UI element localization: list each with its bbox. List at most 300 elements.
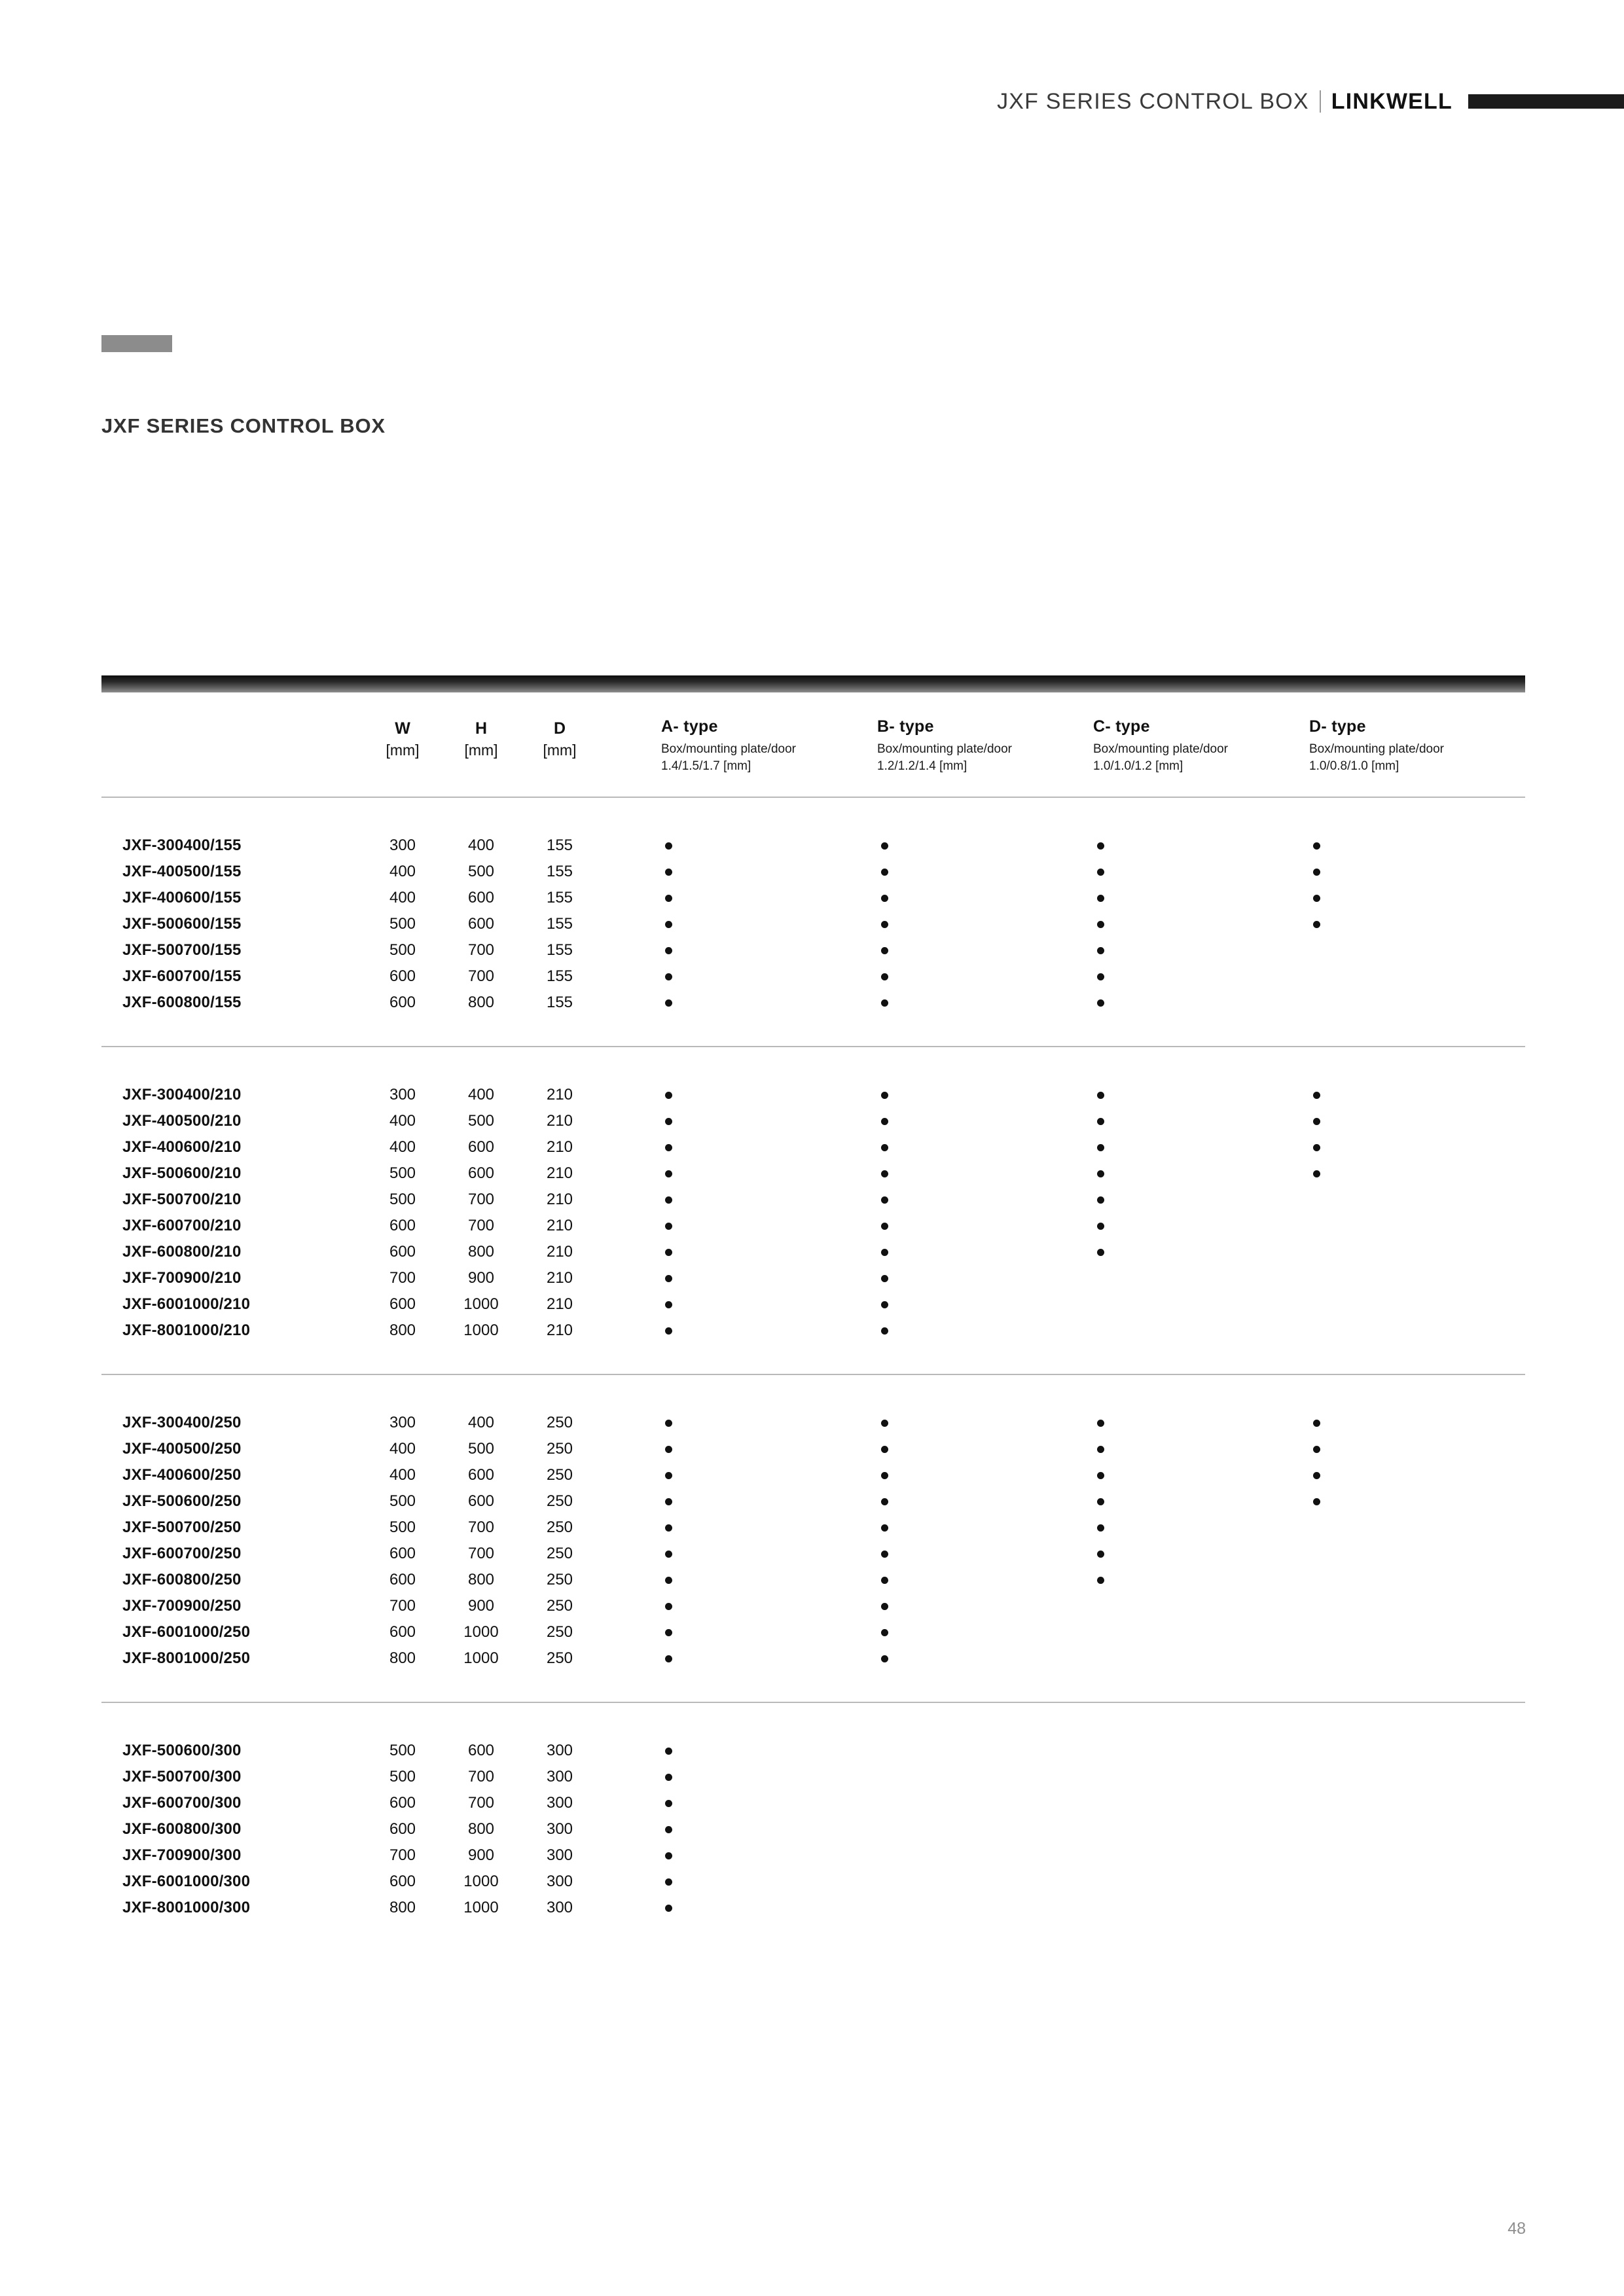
cell-type-b — [877, 1816, 1093, 1842]
availability-dot-icon — [881, 999, 888, 1007]
cell-gap — [599, 1895, 661, 1921]
group-bottom-pad — [101, 1672, 1525, 1702]
cell-height: 500 — [467, 863, 495, 881]
availability-dot-icon — [1097, 842, 1104, 850]
cell-type-a — [661, 1645, 877, 1672]
cell-width: 500 — [389, 1191, 416, 1209]
cell-type-c — [1093, 1567, 1309, 1593]
availability-dot-icon — [1097, 1170, 1104, 1177]
cell-type-c — [1093, 1515, 1309, 1541]
cell-depth: 300 — [546, 1846, 573, 1865]
table-row — [101, 1265, 1525, 1291]
availability-dot-icon — [665, 1420, 672, 1427]
cell-depth: 300 — [546, 1794, 573, 1812]
col-header-depth-unit: [mm] — [543, 741, 577, 759]
availability-dot-icon — [665, 1524, 672, 1532]
availability-dot-icon — [665, 1774, 672, 1781]
availability-dot-icon — [881, 1577, 888, 1584]
cell-model: JXF-6001000/300 — [122, 1873, 251, 1891]
availability-dot-icon — [881, 1196, 888, 1204]
type-d-sub-2: 1.0/0.8/1.0 [mm] — [1309, 759, 1399, 773]
cell-gap — [599, 1108, 661, 1134]
cell-height: 1000 — [463, 1295, 499, 1314]
cell-type-b — [877, 1764, 1093, 1790]
cell-height: 400 — [467, 1414, 495, 1432]
availability-dot-icon — [665, 1301, 672, 1308]
availability-dot-icon — [881, 1144, 888, 1151]
cell-type-a — [661, 833, 877, 859]
cell-type-b — [877, 1895, 1093, 1921]
col-header-width-unit: [mm] — [386, 741, 420, 759]
cell-model: JXF-500600/210 — [122, 1164, 242, 1183]
type-d-name: D- type — [1309, 717, 1366, 736]
type-d-sub-1: Box/mounting plate/door — [1309, 742, 1444, 756]
availability-dot-icon — [665, 1905, 672, 1912]
availability-dot-icon — [665, 1472, 672, 1479]
cell-type-d — [1309, 1790, 1525, 1816]
availability-dot-icon — [881, 1092, 888, 1099]
availability-dot-icon — [1097, 1092, 1104, 1099]
cell-type-b — [877, 1488, 1093, 1515]
cell-type-b — [877, 885, 1093, 911]
header-divider — [1320, 90, 1321, 113]
type-c-name: C- type — [1093, 717, 1150, 736]
cell-model: JXF-500700/300 — [122, 1768, 242, 1786]
availability-dot-icon — [1313, 842, 1320, 850]
type-a-name: A- type — [661, 717, 718, 736]
page-title: JXF SERIES CONTROL BOX — [101, 414, 386, 437]
cell-height: 600 — [467, 915, 495, 933]
header-brand: LINKWELL — [1331, 88, 1453, 114]
cell-type-b — [877, 859, 1093, 885]
table-row — [101, 859, 1525, 885]
availability-dot-icon — [665, 1878, 672, 1886]
cell-width: 500 — [389, 915, 416, 933]
cell-height: 800 — [467, 1571, 495, 1589]
cell-depth: 210 — [546, 1217, 573, 1235]
availability-dot-icon — [1313, 1170, 1320, 1177]
table-row — [101, 1567, 1525, 1593]
cell-height: 600 — [467, 1742, 495, 1760]
cell-type-b — [877, 1541, 1093, 1567]
cell-gap — [599, 1265, 661, 1291]
cell-width: 800 — [389, 1899, 416, 1917]
cell-height: 700 — [467, 1545, 495, 1563]
cell-model: JXF-500600/155 — [122, 915, 242, 933]
cell-type-d — [1309, 1645, 1525, 1672]
cell-height: 900 — [467, 1269, 495, 1287]
cell-height: 700 — [467, 1768, 495, 1786]
cell-type-c — [1093, 1160, 1309, 1187]
cell-type-b — [877, 1515, 1093, 1541]
availability-dot-icon — [1097, 1196, 1104, 1204]
cell-type-b — [877, 1593, 1093, 1619]
cell-type-b — [877, 833, 1093, 859]
cell-gap — [599, 1187, 661, 1213]
cell-depth: 155 — [546, 889, 573, 907]
table-header — [101, 692, 1525, 797]
cell-type-a — [661, 1160, 877, 1187]
cell-type-c — [1093, 1842, 1309, 1869]
availability-dot-icon — [665, 869, 672, 876]
cell-width: 700 — [389, 1597, 416, 1615]
availability-dot-icon — [665, 1170, 672, 1177]
cell-depth: 210 — [546, 1243, 573, 1261]
cell-height: 1000 — [463, 1321, 499, 1340]
table-row — [101, 1869, 1525, 1895]
cell-type-a — [661, 885, 877, 911]
cell-width: 600 — [389, 1794, 416, 1812]
cell-type-c — [1093, 1291, 1309, 1318]
cell-type-c — [1093, 1410, 1309, 1436]
availability-dot-icon — [881, 1249, 888, 1256]
cell-gap — [599, 1842, 661, 1869]
cell-model: JXF-300400/210 — [122, 1086, 242, 1104]
cell-gap — [599, 963, 661, 990]
cell-height: 800 — [467, 994, 495, 1012]
table-row — [101, 1213, 1525, 1239]
col-header-width — [363, 692, 442, 797]
cell-type-c — [1093, 1462, 1309, 1488]
cell-type-b — [877, 1790, 1093, 1816]
cell-type-a — [661, 990, 877, 1016]
availability-dot-icon — [665, 1249, 672, 1256]
availability-dot-icon — [665, 973, 672, 980]
cell-type-c — [1093, 963, 1309, 990]
cell-type-d — [1309, 1541, 1525, 1567]
section-marker — [101, 335, 172, 352]
cell-type-d — [1309, 963, 1525, 990]
availability-dot-icon — [665, 1196, 672, 1204]
availability-dot-icon — [881, 1629, 888, 1636]
table-row — [101, 990, 1525, 1016]
cell-height: 700 — [467, 1217, 495, 1235]
table-row — [101, 1187, 1525, 1213]
cell-model: JXF-600800/300 — [122, 1820, 242, 1839]
table-row — [101, 1160, 1525, 1187]
table-row — [101, 1318, 1525, 1344]
availability-dot-icon — [881, 895, 888, 902]
cell-depth: 155 — [546, 994, 573, 1012]
cell-height: 1000 — [463, 1873, 499, 1891]
availability-dot-icon — [665, 1118, 672, 1125]
availability-dot-icon — [665, 895, 672, 902]
availability-dot-icon — [1313, 1118, 1320, 1125]
cell-type-b — [877, 1645, 1093, 1672]
cell-gap — [599, 1488, 661, 1515]
cell-type-a — [661, 859, 877, 885]
availability-dot-icon — [665, 921, 672, 928]
table-row — [101, 1764, 1525, 1790]
cell-depth: 210 — [546, 1086, 573, 1104]
group-spacer — [101, 1374, 1525, 1410]
availability-dot-icon — [1097, 1524, 1104, 1532]
cell-type-b — [877, 1160, 1093, 1187]
availability-dot-icon — [1313, 1446, 1320, 1453]
cell-type-a — [661, 1239, 877, 1265]
cell-type-a — [661, 1895, 877, 1921]
availability-dot-icon — [1097, 973, 1104, 980]
cell-gap — [599, 990, 661, 1016]
cell-gap — [599, 1160, 661, 1187]
availability-dot-icon — [881, 1472, 888, 1479]
cell-model: JXF-400600/250 — [122, 1466, 242, 1484]
cell-type-a — [661, 1541, 877, 1567]
cell-gap — [599, 1645, 661, 1672]
cell-type-d — [1309, 1764, 1525, 1790]
cell-type-c — [1093, 1134, 1309, 1160]
cell-height: 600 — [467, 1492, 495, 1511]
cell-type-a — [661, 911, 877, 937]
cell-width: 500 — [389, 1164, 416, 1183]
table-top-rule — [101, 675, 1525, 692]
type-a-sub-2: 1.4/1.5/1.7 [mm] — [661, 759, 751, 773]
availability-dot-icon — [1313, 1472, 1320, 1479]
availability-dot-icon — [881, 842, 888, 850]
table-row — [101, 1462, 1525, 1488]
cell-type-a — [661, 963, 877, 990]
availability-dot-icon — [1313, 1420, 1320, 1427]
cell-type-a — [661, 1567, 877, 1593]
availability-dot-icon — [1097, 1420, 1104, 1427]
cell-depth: 300 — [546, 1899, 573, 1917]
cell-type-a — [661, 1488, 877, 1515]
group-spacer — [101, 1047, 1525, 1082]
cell-depth: 250 — [546, 1545, 573, 1563]
cell-gap — [599, 859, 661, 885]
cell-height: 1000 — [463, 1623, 499, 1641]
cell-model: JXF-600700/300 — [122, 1794, 242, 1812]
cell-height: 500 — [467, 1440, 495, 1458]
cell-model: JXF-400600/155 — [122, 889, 242, 907]
cell-model: JXF-400500/250 — [122, 1440, 242, 1458]
cell-gap — [599, 1410, 661, 1436]
cell-depth: 155 — [546, 967, 573, 986]
table-row — [101, 1436, 1525, 1462]
cell-type-c — [1093, 1239, 1309, 1265]
cell-width: 500 — [389, 1742, 416, 1760]
cell-gap — [599, 1869, 661, 1895]
cell-height: 700 — [467, 967, 495, 986]
cell-type-d — [1309, 1291, 1525, 1318]
cell-type-a — [661, 937, 877, 963]
availability-dot-icon — [665, 1446, 672, 1453]
cell-type-d — [1309, 1436, 1525, 1462]
availability-dot-icon — [1097, 1249, 1104, 1256]
cell-depth: 250 — [546, 1518, 573, 1537]
availability-dot-icon — [1313, 895, 1320, 902]
cell-type-d — [1309, 1462, 1525, 1488]
cell-type-b — [877, 1567, 1093, 1593]
cell-model: JXF-500700/250 — [122, 1518, 242, 1537]
availability-dot-icon — [665, 1551, 672, 1558]
cell-height: 900 — [467, 1846, 495, 1865]
cell-model: JXF-6001000/210 — [122, 1295, 251, 1314]
availability-dot-icon — [1097, 1551, 1104, 1558]
cell-height: 700 — [467, 1191, 495, 1209]
availability-dot-icon — [1313, 1092, 1320, 1099]
availability-dot-icon — [1097, 1498, 1104, 1505]
cell-type-a — [661, 1869, 877, 1895]
cell-model: JXF-600700/250 — [122, 1545, 242, 1563]
cell-width: 600 — [389, 1217, 416, 1235]
cell-depth: 250 — [546, 1623, 573, 1641]
availability-dot-icon — [881, 1170, 888, 1177]
cell-gap — [599, 911, 661, 937]
header-accent-bar — [1468, 94, 1624, 109]
availability-dot-icon — [881, 1223, 888, 1230]
cell-type-d — [1309, 1134, 1525, 1160]
cell-gap — [599, 1213, 661, 1239]
cell-type-b — [877, 963, 1093, 990]
cell-type-d — [1309, 1895, 1525, 1921]
cell-model: JXF-8001000/210 — [122, 1321, 251, 1340]
cell-width: 400 — [389, 1138, 416, 1157]
table-row — [101, 1790, 1525, 1816]
cell-type-d — [1309, 885, 1525, 911]
cell-model: JXF-400500/210 — [122, 1112, 242, 1130]
cell-depth: 155 — [546, 863, 573, 881]
cell-depth: 250 — [546, 1492, 573, 1511]
col-header-height — [442, 692, 520, 797]
cell-type-c — [1093, 1593, 1309, 1619]
table-row — [101, 1515, 1525, 1541]
table-row — [101, 1619, 1525, 1645]
cell-gap — [599, 1764, 661, 1790]
cell-type-c — [1093, 1895, 1309, 1921]
col-header-height-label: H — [475, 719, 488, 738]
cell-type-c — [1093, 1318, 1309, 1344]
cell-type-c — [1093, 1738, 1309, 1764]
cell-type-b — [877, 1291, 1093, 1318]
availability-dot-icon — [1097, 1223, 1104, 1230]
cell-type-d — [1309, 937, 1525, 963]
cell-type-d — [1309, 1108, 1525, 1134]
cell-type-c — [1093, 937, 1309, 963]
cell-type-a — [661, 1134, 877, 1160]
cell-model: JXF-500600/300 — [122, 1742, 242, 1760]
cell-type-a — [661, 1738, 877, 1764]
cell-type-b — [877, 1619, 1093, 1645]
col-header-model — [101, 692, 363, 797]
availability-dot-icon — [665, 1852, 672, 1859]
cell-depth: 155 — [546, 836, 573, 855]
header-series-title: JXF SERIES CONTROL BOX — [997, 88, 1309, 114]
cell-type-a — [661, 1816, 877, 1842]
cell-depth: 210 — [546, 1164, 573, 1183]
cell-width: 400 — [389, 863, 416, 881]
cell-height: 500 — [467, 1112, 495, 1130]
cell-type-b — [877, 1436, 1093, 1462]
cell-height: 700 — [467, 1518, 495, 1537]
type-a-sub-1: Box/mounting plate/door — [661, 742, 796, 756]
cell-type-d — [1309, 1318, 1525, 1344]
table-row — [101, 1108, 1525, 1134]
spec-table-container — [101, 675, 1525, 1921]
cell-type-a — [661, 1842, 877, 1869]
table-row — [101, 1895, 1525, 1921]
cell-type-c — [1093, 1645, 1309, 1672]
cell-type-c — [1093, 1488, 1309, 1515]
cell-gap — [599, 1462, 661, 1488]
cell-model: JXF-300400/250 — [122, 1414, 242, 1432]
availability-dot-icon — [1313, 921, 1320, 928]
availability-dot-icon — [881, 1420, 888, 1427]
col-header-type-d — [1309, 692, 1525, 797]
cell-type-c — [1093, 1619, 1309, 1645]
cell-width: 600 — [389, 994, 416, 1012]
cell-gap — [599, 1291, 661, 1318]
cell-type-d — [1309, 1842, 1525, 1869]
cell-model: JXF-600700/155 — [122, 967, 242, 986]
cell-type-c — [1093, 859, 1309, 885]
cell-model: JXF-700900/210 — [122, 1269, 242, 1287]
table-row — [101, 833, 1525, 859]
col-header-type-a — [661, 692, 877, 797]
col-header-depth — [520, 692, 599, 797]
availability-dot-icon — [1313, 1498, 1320, 1505]
cell-type-a — [661, 1108, 877, 1134]
cell-depth: 250 — [546, 1597, 573, 1615]
cell-type-d — [1309, 1160, 1525, 1187]
cell-model: JXF-600800/250 — [122, 1571, 242, 1589]
cell-type-a — [661, 1515, 877, 1541]
availability-dot-icon — [1313, 869, 1320, 876]
cell-type-c — [1093, 1436, 1309, 1462]
availability-dot-icon — [665, 1748, 672, 1755]
cell-height: 600 — [467, 1138, 495, 1157]
cell-gap — [599, 1567, 661, 1593]
cell-width: 600 — [389, 967, 416, 986]
availability-dot-icon — [881, 973, 888, 980]
cell-type-a — [661, 1213, 877, 1239]
col-header-width-label: W — [395, 719, 410, 738]
table-row — [101, 885, 1525, 911]
cell-type-a — [661, 1291, 877, 1318]
cell-width: 600 — [389, 1873, 416, 1891]
cell-height: 400 — [467, 836, 495, 855]
cell-type-b — [877, 1842, 1093, 1869]
cell-type-d — [1309, 1593, 1525, 1619]
cell-model: JXF-500600/250 — [122, 1492, 242, 1511]
availability-dot-icon — [881, 1655, 888, 1662]
cell-type-d — [1309, 1567, 1525, 1593]
cell-gap — [599, 1436, 661, 1462]
cell-type-d — [1309, 1488, 1525, 1515]
cell-width: 600 — [389, 1820, 416, 1839]
col-header-gap — [599, 692, 661, 797]
cell-height: 900 — [467, 1597, 495, 1615]
table-row — [101, 1291, 1525, 1318]
availability-dot-icon — [881, 1498, 888, 1505]
cell-type-b — [877, 911, 1093, 937]
group-spacer — [101, 1702, 1525, 1738]
cell-width: 600 — [389, 1623, 416, 1641]
cell-width: 300 — [389, 1086, 416, 1104]
table-row — [101, 911, 1525, 937]
availability-dot-icon — [881, 1524, 888, 1532]
availability-dot-icon — [1097, 1446, 1104, 1453]
cell-width: 600 — [389, 1571, 416, 1589]
cell-height: 600 — [467, 889, 495, 907]
availability-dot-icon — [1097, 1118, 1104, 1125]
cell-type-d — [1309, 859, 1525, 885]
cell-type-a — [661, 1410, 877, 1436]
cell-depth: 210 — [546, 1269, 573, 1287]
cell-type-c — [1093, 1187, 1309, 1213]
cell-width: 400 — [389, 1466, 416, 1484]
cell-depth: 250 — [546, 1414, 573, 1432]
